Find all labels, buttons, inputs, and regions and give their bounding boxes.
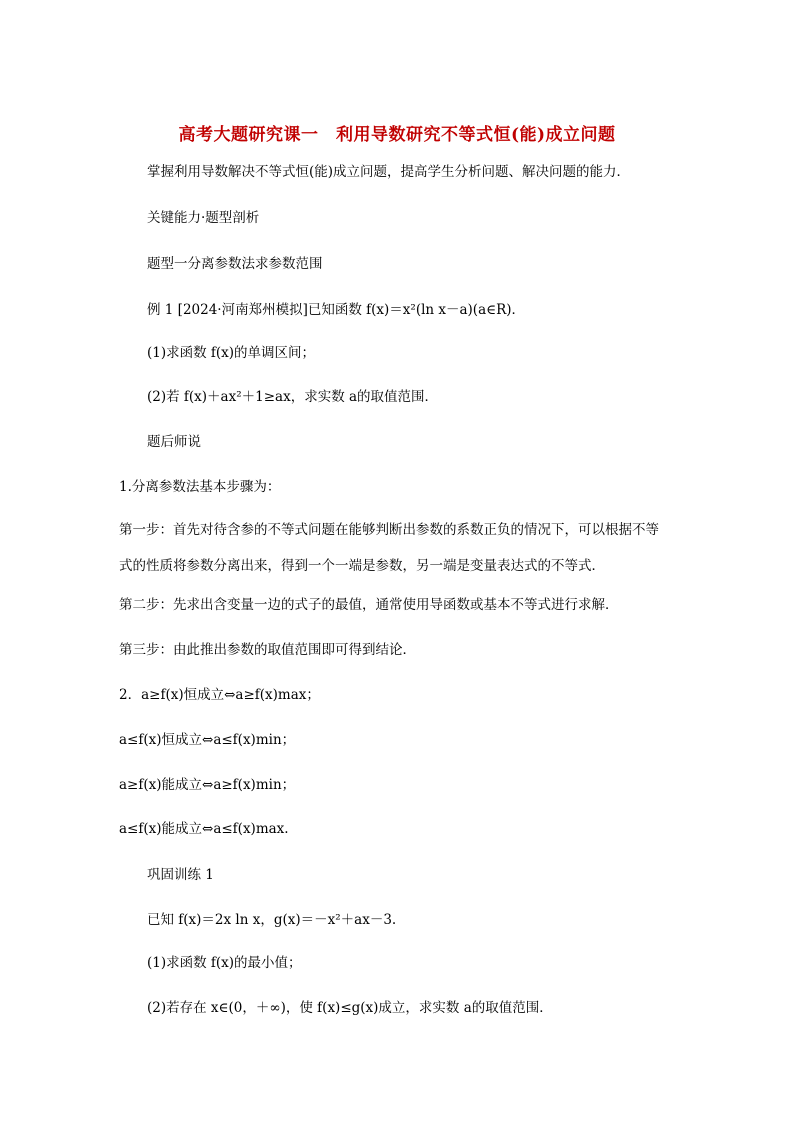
type-heading: 题型一分离参数法求参数范围 xyxy=(147,256,323,272)
step-1-line-2: 式的性质将参数分离出来，得到一个一端是参数，另一端是变量表达式的不等式． xyxy=(119,558,605,574)
rule-3: a≥f(x)能成立⇔a≥f(x)min； xyxy=(119,777,296,793)
practice-given: 已知 f(x)＝2x ln x，g(x)＝－x²＋ax－3. xyxy=(147,912,397,928)
practice-heading: 巩固训练 1 xyxy=(147,867,214,883)
example-1-question-2: (2)若 f(x)＋ax²＋1≥ax，求实数 a的取值范围． xyxy=(147,389,439,405)
intro-text: 掌握利用导数解决不等式恒(能)成立问题，提高学生分析问题、解决问题的能力． xyxy=(147,164,631,180)
rule-4: a≤f(x)能成立⇔a≤f(x)max. xyxy=(119,821,289,837)
example-1-question-1: (1)求函数 f(x)的单调区间； xyxy=(147,345,316,361)
teacher-note-heading: 题后师说 xyxy=(147,434,201,450)
step-1 xyxy=(119,520,679,592)
practice-question-1: (1)求函数 f(x)的最小值； xyxy=(147,955,302,971)
step-3: 第三步：由此推出参数的取值范围即可得到结论． xyxy=(119,642,416,658)
example-1: 例 1 [2024·河南郑州模拟]已知函数 f(x)＝x²(ln x－a)(a∈R)． xyxy=(147,302,526,318)
step-2: 第二步：先求出含变量一边的式子的最值，通常使用导函数或基本不等式进行求解． xyxy=(119,597,619,613)
step-1-line-1: 第一步：首先对待含参的不等式问题在能够判断出参数的系数正负的情况下，可以根据不等 xyxy=(119,522,659,538)
rule-2: a≤f(x)恒成立⇔a≤f(x)min； xyxy=(119,732,296,748)
section-heading: 关键能力·题型剖析 xyxy=(147,210,260,226)
practice-question-2: (2)若存在 x∈(0，＋∞)，使 f(x)≤g(x)成立，求实数 a的取值范围． xyxy=(147,1000,553,1016)
point-2-rule-1: 2．a≥f(x)恒成立⇔a≥f(x)max； xyxy=(119,687,320,703)
point-1: 1.分离参数法基本步骤为： xyxy=(119,479,281,495)
page-title: 高考大题研究课一 利用导数研究不等式恒(能)成立问题 xyxy=(178,125,616,145)
